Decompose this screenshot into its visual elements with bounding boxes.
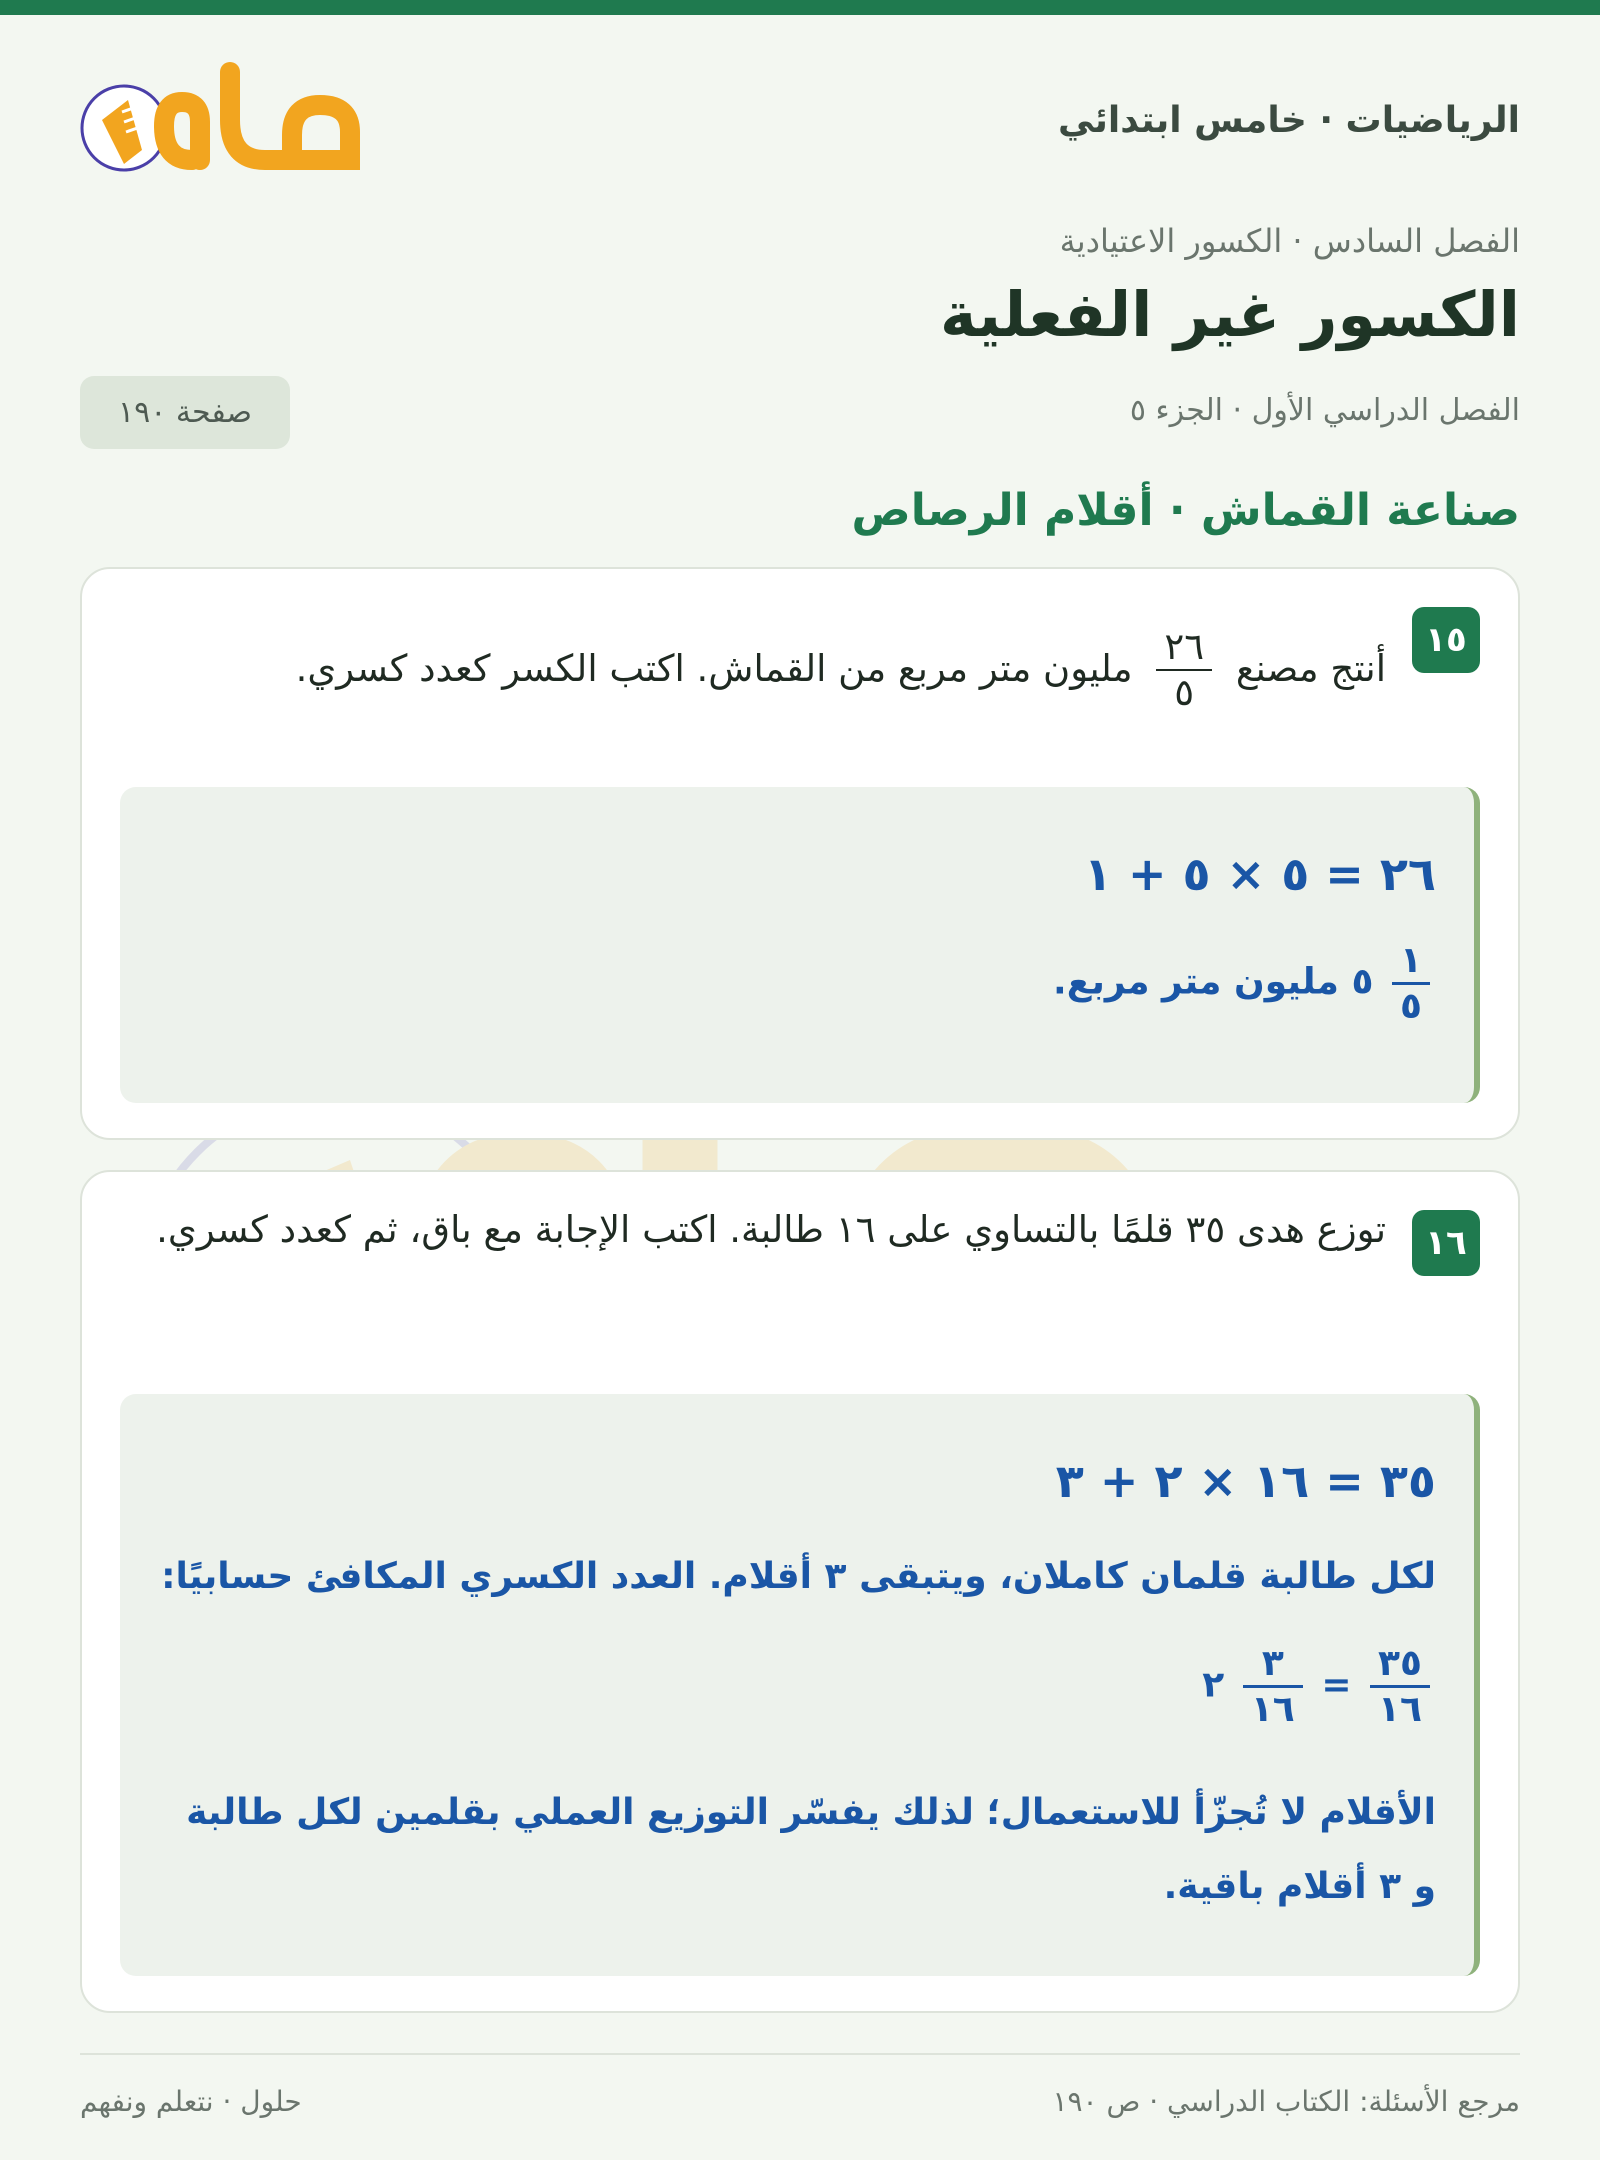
answer-unit: مليون متر مربع. xyxy=(1053,961,1339,1003)
page-number-badge: صفحة ١٩٠ xyxy=(80,376,290,449)
question-number-badge: ١٦ xyxy=(1412,1210,1480,1276)
question-card-16 xyxy=(80,1170,1520,2013)
fraction-denominator: ٥ xyxy=(1156,669,1212,715)
fraction-denominator: ٥ xyxy=(1392,982,1430,1028)
footer-reference: مرجع الأسئلة: الكتاب الدراسي · ص ١٩٠ xyxy=(1052,2085,1520,2118)
question-card-15 xyxy=(80,567,1520,1140)
mixed-fraction-part xyxy=(1243,1642,1303,1731)
question-text xyxy=(122,625,1386,716)
improper-fraction xyxy=(1370,1642,1430,1731)
fraction xyxy=(1156,625,1212,716)
fraction-numerator: ١ xyxy=(1400,940,1422,981)
fraction-denominator: ١٦ xyxy=(1243,1685,1303,1731)
equals-sign: = xyxy=(1321,1664,1352,1706)
section-title: صناعة القماش · أقلام الرصاص xyxy=(851,485,1520,536)
answer-fraction-equation xyxy=(1202,1642,1436,1731)
footer-brand: حلول · نتعلم ونفهم xyxy=(80,2085,302,2118)
answer-explanation: لكل طالبة قلمان كاملان، ويتبقى ٣ أقلام. العدد الكسري المكافئ حسابيًا: xyxy=(161,1556,1436,1597)
fraction-numerator: ٢٦ xyxy=(1164,625,1205,668)
question-number-badge: ١٥ xyxy=(1412,607,1480,673)
term-label: الفصل الدراسي الأول · الجزء ٥ xyxy=(1129,393,1520,428)
question-text-before: أنتج مصنع xyxy=(1235,646,1386,690)
answer-equation: ٣٥ = ١٦ × ٢ + ٣ xyxy=(1055,1454,1436,1508)
answer-box xyxy=(120,1394,1480,1976)
answer-mixed-number xyxy=(1053,939,1436,1028)
fraction-numerator: ٣٥ xyxy=(1378,1643,1422,1684)
question-text: توزع هدى ٣٥ قلمًا بالتساوي على ١٦ طالبة. اكتب الإجابة مع باق، ثم كعدد كسري. xyxy=(156,1208,1386,1251)
answer-equation: ٢٦ = ٥ × ٥ + ١ xyxy=(1083,847,1436,901)
page-header xyxy=(80,60,1520,185)
answer-fraction xyxy=(1392,939,1430,1028)
page-title: الكسور غير الفعلية xyxy=(939,278,1520,351)
top-accent-bar xyxy=(0,0,1600,15)
answer-whole: ٥ xyxy=(1351,961,1374,1003)
mixed-whole: ٢ xyxy=(1202,1664,1225,1706)
answer-box xyxy=(120,787,1480,1103)
fraction-numerator: ٣ xyxy=(1261,1643,1284,1684)
hulul-logo-icon[interactable] xyxy=(80,60,370,185)
subject-label: الرياضيات · خامس ابتدائي xyxy=(1057,100,1520,141)
fraction-denominator: ١٦ xyxy=(1370,1685,1430,1731)
question-text-after: مليون متر مربع من القماش. اكتب الكسر كعدد كسري. xyxy=(295,646,1133,690)
answer-note: الأقلام لا تُجزّأ للاستعمال؛ لذلك يفسّر التوزيع العملي بقلمين لكل طالبة و ٣ أقلام باقية. xyxy=(186,1792,1436,1907)
chapter-label: الفصل السادس · الكسور الاعتيادية xyxy=(1059,222,1520,260)
footer-divider xyxy=(80,2053,1520,2055)
